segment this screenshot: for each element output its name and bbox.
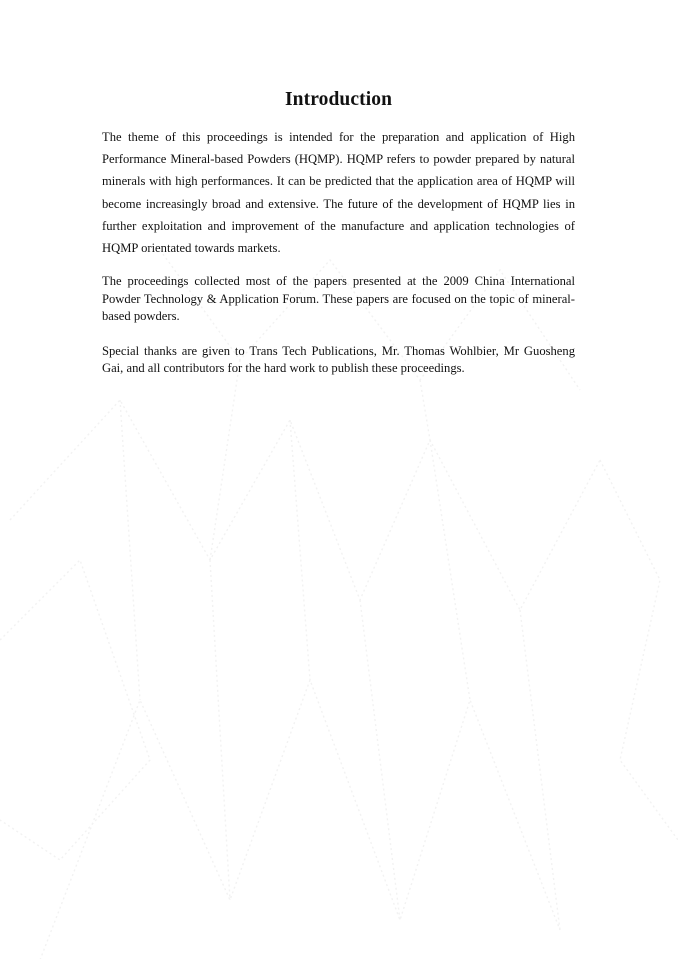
page-title: Introduction <box>284 89 393 110</box>
document-body <box>102 88 575 378</box>
proceedings-paragraph: The proceedings collected most of the papers presented at the 2009 China International Powder Technology & Application Forum. These papers are focused on the topic of mineral-based powders. <box>102 274 575 324</box>
intro-paragraph: The theme of this proceedings is intended for the preparation and application of High Performance Mineral-based Powders (HQMP). HQMP refers to powder prepared by natural minerals with high performances. It can be predicted that the application area of HQMP will become increasingly broad and extensive. The future of the development of HQMP lies in further exploitation and improvement of the manufacture and application technologies of HQMP orientated towards markets. <box>102 130 575 256</box>
acknowledgements-paragraph: Special thanks are given to Trans Tech Publications, Mr. Thomas Wohlbier, Mr Guosheng Gai, and all contributors for the hard work to publish these proceedings. <box>102 343 575 376</box>
